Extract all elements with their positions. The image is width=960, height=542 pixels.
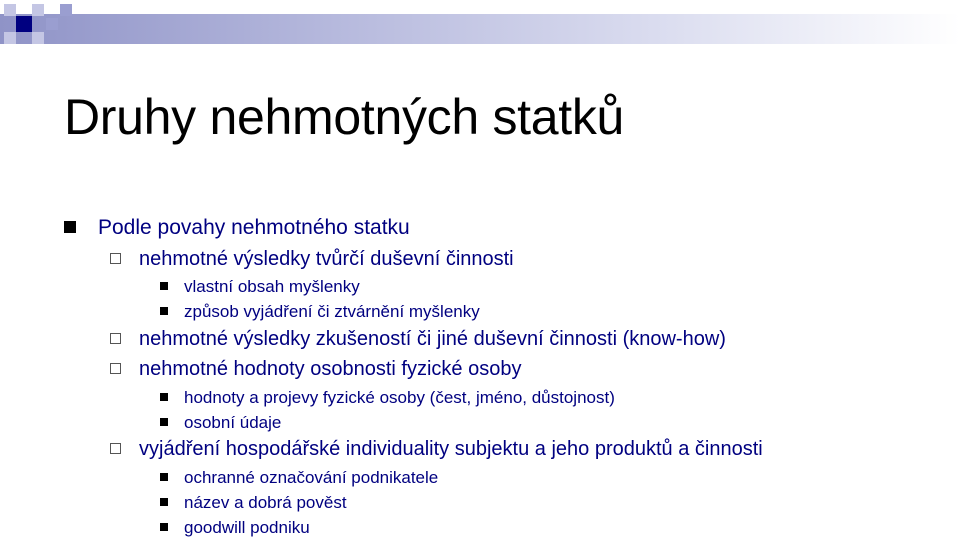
bullet-text: vlastní obsah myšlenky (184, 277, 360, 296)
slide-title: Druhy nehmotných statků (64, 89, 625, 145)
decor-square (16, 16, 32, 32)
bullet-hollow-square-icon (110, 333, 121, 344)
bullet-item (160, 388, 615, 408)
bullet-text: způsob vyjádření či ztvárnění myšlenky (184, 302, 480, 321)
bullet-text: Podle povahy nehmotného statku (98, 216, 410, 239)
bullet-item (110, 358, 521, 381)
bullet-text: hodnoty a projevy fyzické osoby (čest, jméno, důstojnost) (184, 388, 615, 407)
bullet-text: nehmotné výsledky zkušeností či jiné duševní činnosti (know-how) (139, 328, 726, 350)
bullet-small-square-icon (160, 282, 168, 290)
bullet-text: ochranné označování podnikatele (184, 468, 439, 487)
bullet-text: osobní údaje (184, 413, 282, 432)
decor-square (60, 4, 72, 16)
bullet-text: nehmotné výsledky tvůrčí duševní činnosti (139, 248, 514, 270)
bullet-small-square-icon (160, 498, 168, 506)
bullet-item (110, 438, 763, 461)
decor-square (46, 18, 58, 30)
decor-square (4, 32, 16, 44)
bullet-small-square-icon (160, 523, 168, 531)
bullet-item (110, 328, 726, 351)
bullet-square-icon (64, 221, 76, 233)
bullet-text: název a dobrá pověst (184, 493, 347, 512)
bullet-item (110, 248, 514, 271)
bullet-hollow-square-icon (110, 253, 121, 264)
bullet-text: goodwill podniku (184, 518, 310, 537)
bullet-text: nehmotné hodnoty osobnosti fyzické osoby (139, 358, 522, 380)
bullet-small-square-icon (160, 473, 168, 481)
bullet-small-square-icon (160, 418, 168, 426)
decor-square (32, 32, 44, 44)
bullet-item (160, 518, 310, 538)
bullet-item (160, 468, 438, 488)
bullet-small-square-icon (160, 393, 168, 401)
bullet-item (160, 493, 347, 513)
bullet-item (160, 413, 281, 433)
bullet-item (160, 277, 360, 297)
bullet-small-square-icon (160, 307, 168, 315)
header-gradient-band (0, 14, 960, 44)
bullet-text: vyjádření hospodářské individuality subjektu a jeho produktů a činnosti (139, 438, 763, 460)
bullet-item (64, 216, 410, 240)
bullet-hollow-square-icon (110, 443, 121, 454)
bullet-hollow-square-icon (110, 363, 121, 374)
bullet-item (160, 302, 480, 322)
decor-square (32, 4, 44, 16)
decor-square (4, 4, 16, 16)
